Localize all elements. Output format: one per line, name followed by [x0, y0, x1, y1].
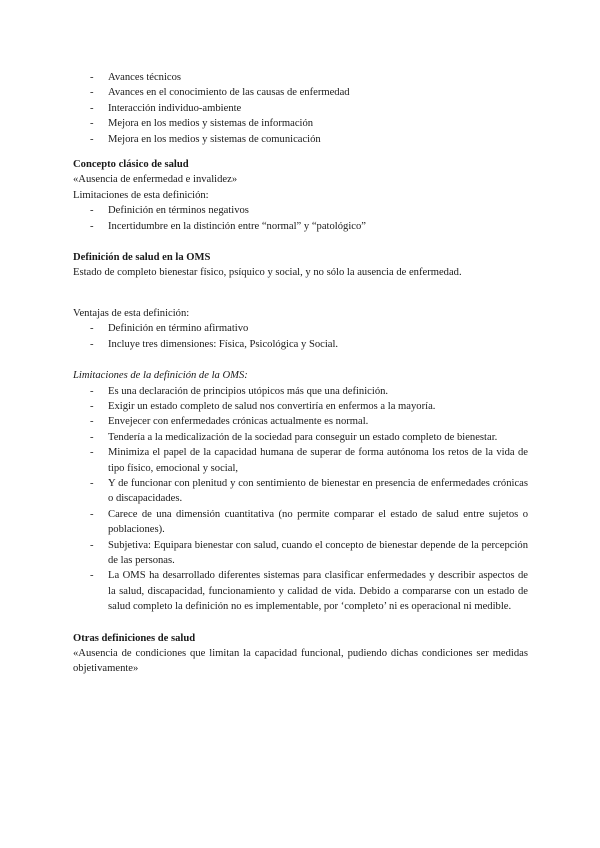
list-item: - Subjetiva: Equipara bienestar con salud, cuando el concepto de bienestar depende de la percepción de las personas. [90, 539, 528, 566]
classic-limitations-list [73, 203, 528, 234]
list-item: - Definición en términos negativos [90, 205, 249, 217]
classic-limitations-label: Limitaciones de esta definición: [73, 189, 209, 201]
list-item: - Incertidumbre en la distinción entre “normal” y “patológico” [90, 220, 366, 232]
other-definitions-heading: Otras definiciones de salud [73, 632, 196, 644]
list-item: - Es una declaración de principios utópicos más que una definición. [90, 385, 389, 397]
list-item: - Avances en el conocimiento de las causas de enfermedad [90, 87, 350, 99]
oms-definition: Estado de completo bienestar físico, psíquico y social, y no sólo la ausencia de enfermedad. [73, 267, 462, 279]
oms-limitations-list [73, 384, 528, 615]
list-item: - Mejora en los medios y sistemas de comunicación [90, 133, 321, 145]
list-item: - Incluye tres dimensiones: Física, Psicológica y Social. [90, 338, 339, 350]
list-item: - Avances técnicos [90, 72, 182, 83]
list-item: - Minimiza el papel de la capacidad humana de superar de forma autónoma los retos de la vida de tipo físico, emocional y social, [90, 447, 528, 474]
oms-advantages-label: Ventajas de esta definición: [73, 307, 190, 319]
document-content [73, 70, 528, 677]
intro-list [73, 70, 528, 147]
list-item: - Y de funcionar con plenitud y con sentimiento de bienestar en presencia de enfermedades crónicas o discapacidades. [90, 477, 528, 505]
list-item: - Tendería a la medicalización de la sociedad para conseguir un estado completo de bienestar. [90, 431, 498, 443]
list-item: - Mejora en los medios y sistemas de información [90, 118, 314, 130]
oms-heading: Definición de salud en la OMS [73, 252, 211, 264]
list-item: - La OMS ha desarrollado diferentes sistemas para clasificar enfermedades y describir aspectos de la salud, discapacidad, funcionamiento y calidad de vida. Debido a compararse con un estado de salud completo la definición no es implementable, por ‘completo’ ni es operacional ni medible. [90, 570, 528, 613]
list-item: - Envejecer con enfermedades crónicas actualmente es normal. [90, 416, 369, 428]
list-item: - Exigir un estado completo de salud nos convertiría en enfermos a la mayoría. [90, 400, 436, 412]
classic-heading: Concepto clásico de salud [73, 159, 189, 171]
list-item: - Interacción individuo-ambiente [90, 102, 242, 114]
other-definitions-quote: «Ausencia de condiciones que limitan la capacidad funcional, pudiendo dichas condiciones ser medidas objetivamente» [73, 648, 528, 675]
list-item: - Carece de una dimensión cuantitativa (no permite comparar el estado de salud entre sujetos o poblaciones). [90, 508, 528, 536]
list-item: - Definición en término afirmativo [90, 323, 249, 335]
oms-limitations-heading: Limitaciones de la definición de la OMS: [73, 370, 248, 382]
oms-advantages-list [73, 321, 528, 352]
classic-quote: «Ausencia de enfermedad e invalidez» [73, 174, 238, 186]
